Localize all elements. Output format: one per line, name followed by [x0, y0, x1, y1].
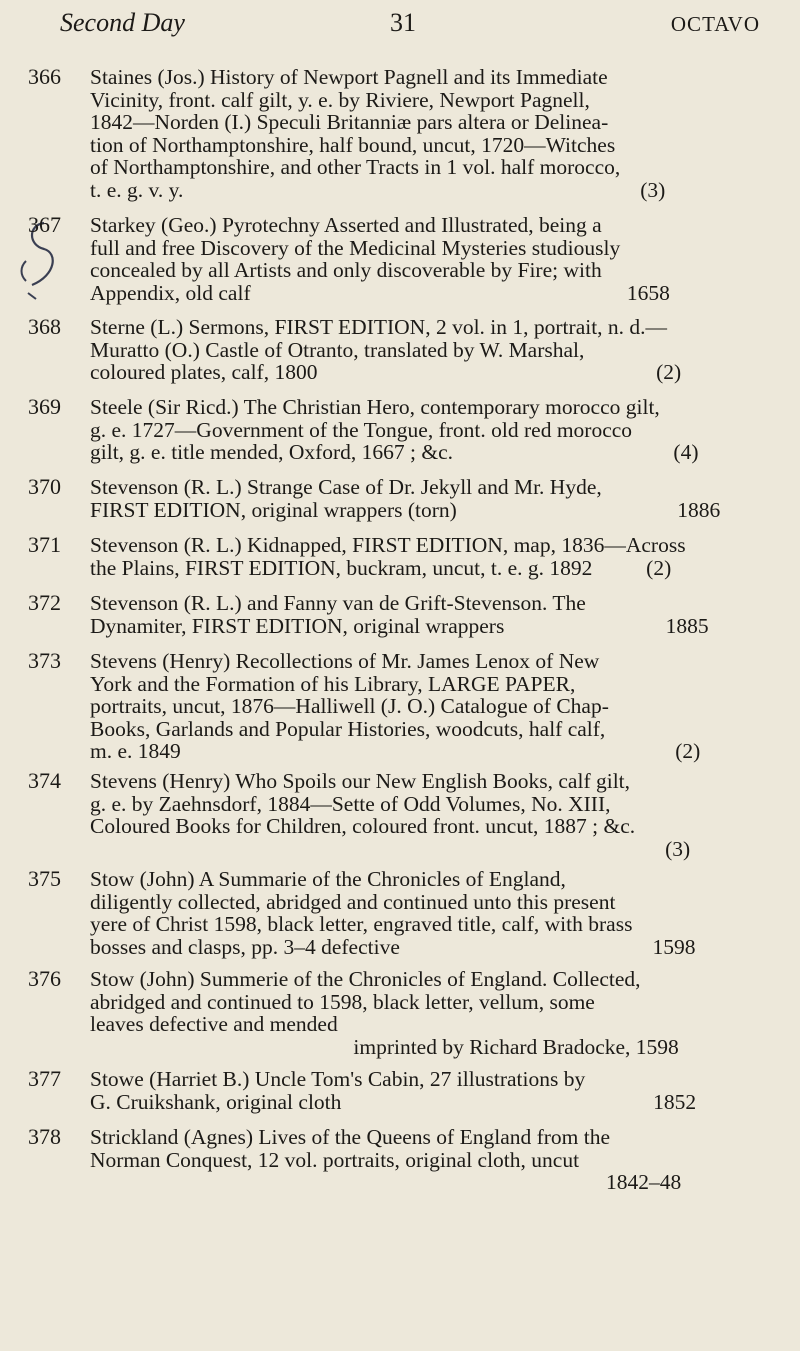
lot-number: 367 — [28, 212, 61, 237]
lot-description — [90, 968, 778, 1058]
lot-description — [90, 476, 778, 521]
description-line: Stevenson (R. L.) and Fanny van de Grift-Stevenson. The — [90, 591, 586, 615]
description-line: concealed by all Artists and only discoverable by Fire; with — [90, 258, 602, 282]
lot-number: 377 — [28, 1066, 61, 1091]
sale-day-title: Second Day — [60, 8, 185, 37]
description-line: York and the Formation of his Library, LARGE PAPER, — [90, 671, 576, 696]
description-line: Muratto (O.) Castle of Otranto, translated by W. Marshal, — [90, 337, 585, 362]
lot-description — [90, 650, 778, 763]
description-line: Stow (John) Summerie of the Chronicles of England. Collected, — [90, 967, 641, 991]
lot-number: 372 — [28, 590, 61, 615]
lot-description — [90, 534, 778, 579]
description-line: tion of Northamptonshire, half bound, uncut, 1720—Witches — [90, 132, 616, 157]
description-line: t. e. g. v. y. (3) — [90, 177, 666, 202]
description-line: yere of Christ 1598, black letter, engraved title, calf, with brass — [90, 912, 633, 936]
description-line: Appendix, old calf 1658 — [90, 280, 670, 305]
description-line: Steele (Sir Ricd.) The Christian Hero, contemporary morocco gilt, — [90, 395, 660, 419]
description-line: coloured plates, calf, 1800 (2) — [90, 360, 682, 384]
description-line: 1842—Norden (I.) Speculi Britanniæ pars altera or Delinea- — [90, 110, 609, 134]
description-line: Stevenson (R. L.) Strange Case of Dr. Jekyll and Mr. Hyde, — [90, 475, 602, 499]
description-line: m. e. 1849 (2) — [90, 739, 701, 763]
description-line: g. e. 1727—Government of the Tongue, front. old red morocco — [90, 417, 633, 442]
format-label: OCTAVO — [670, 12, 760, 36]
lot-number: 369 — [28, 394, 61, 419]
lot-number: 371 — [28, 532, 61, 557]
description-line: g. e. by Zaehnsdorf, 1884—Sette of Odd Volumes, No. XIII, — [90, 791, 611, 816]
description-line: Dynamiter, FIRST EDITION, original wrappers 1885 — [90, 613, 709, 638]
description-line: imprinted by Richard Bradocke, 1598 — [90, 1034, 679, 1059]
lot-number: 373 — [28, 648, 61, 673]
description-line: Stowe (Harriet B.) Uncle Tom's Cabin, 27 illustrations by — [90, 1067, 586, 1091]
lot-number: 374 — [28, 768, 61, 793]
description-line: G. Cruikshank, original cloth 1852 — [90, 1089, 697, 1114]
description-line: 1842–48 — [90, 1170, 682, 1194]
lot-description — [90, 214, 778, 304]
description-line: bosses and clasps, pp. 3–4 defective 1598 — [90, 934, 696, 959]
page-number: 31 — [390, 8, 416, 37]
lot-number: 370 — [28, 474, 61, 499]
description-line: of Northamptonshire, and other Tracts in 1 vol. half morocco, — [90, 155, 621, 179]
description-line: Starkey (Geo.) Pyrotechny Asserted and Illustrated, being a — [90, 213, 602, 237]
lot-description — [90, 868, 778, 958]
lot-description — [90, 592, 778, 637]
description-line: Books, Garlands and Popular Histories, woodcuts, half calf, — [90, 716, 606, 741]
lot-number: 378 — [28, 1124, 61, 1149]
description-line: gilt, g. e. title mended, Oxford, 1667 ; &c. (4) — [90, 440, 699, 464]
lot-number: 375 — [28, 866, 61, 891]
description-line: diligently collected, abridged and continued unto this present — [90, 889, 616, 914]
description-line: Stevenson (R. L.) Kidnapped, FIRST EDITION, map, 1836—Across — [90, 533, 686, 557]
lot-description — [90, 396, 778, 464]
lot-description — [90, 770, 778, 860]
description-line: Stow (John) A Summarie of the Chronicles of England, — [90, 867, 566, 891]
lot-number: 368 — [28, 314, 61, 339]
description-line: the Plains, FIRST EDITION, buckram, uncut, t. e. g. 1892 (2) — [90, 555, 672, 580]
description-line: Vicinity, front. calf gilt, y. e. by Riviere, Newport Pagnell, — [90, 87, 590, 112]
description-line: abridged and continued to 1598, black letter, vellum, some — [90, 989, 595, 1014]
description-line: Stevens (Henry) Recollections of Mr. James Lenox of New — [90, 649, 600, 673]
lot-description — [90, 316, 778, 384]
description-line: portraits, uncut, 1876—Halliwell (J. O.) Catalogue of Chap- — [90, 694, 609, 718]
lot-number: 366 — [28, 64, 61, 89]
description-line: Strickland (Agnes) Lives of the Queens of England from the — [90, 1125, 611, 1149]
description-line: Stevens (Henry) Who Spoils our New English Books, calf gilt, — [90, 769, 631, 793]
description-line: leaves defective and mended — [90, 1012, 338, 1036]
description-line: Staines (Jos.) History of Newport Pagnell and its Immediate — [90, 65, 608, 89]
description-line: full and free Discovery of the Medicinal Mysteries studiously — [90, 235, 621, 260]
description-line: (3) — [90, 836, 691, 861]
description-line: Coloured Books for Children, coloured front. uncut, 1887 ; &c. — [90, 814, 636, 838]
description-line: Sterne (L.) Sermons, FIRST EDITION, 2 vol. in 1, portrait, n. d.— — [90, 315, 668, 339]
page-header — [60, 8, 760, 48]
lot-description — [90, 1068, 778, 1113]
lot-number: 376 — [28, 966, 61, 991]
description-line: FIRST EDITION, original wrappers (torn) 1886 — [90, 497, 721, 522]
description-line: Norman Conquest, 12 vol. portraits, original cloth, uncut — [90, 1147, 580, 1172]
lot-description — [90, 66, 778, 201]
lot-description — [90, 1126, 778, 1194]
